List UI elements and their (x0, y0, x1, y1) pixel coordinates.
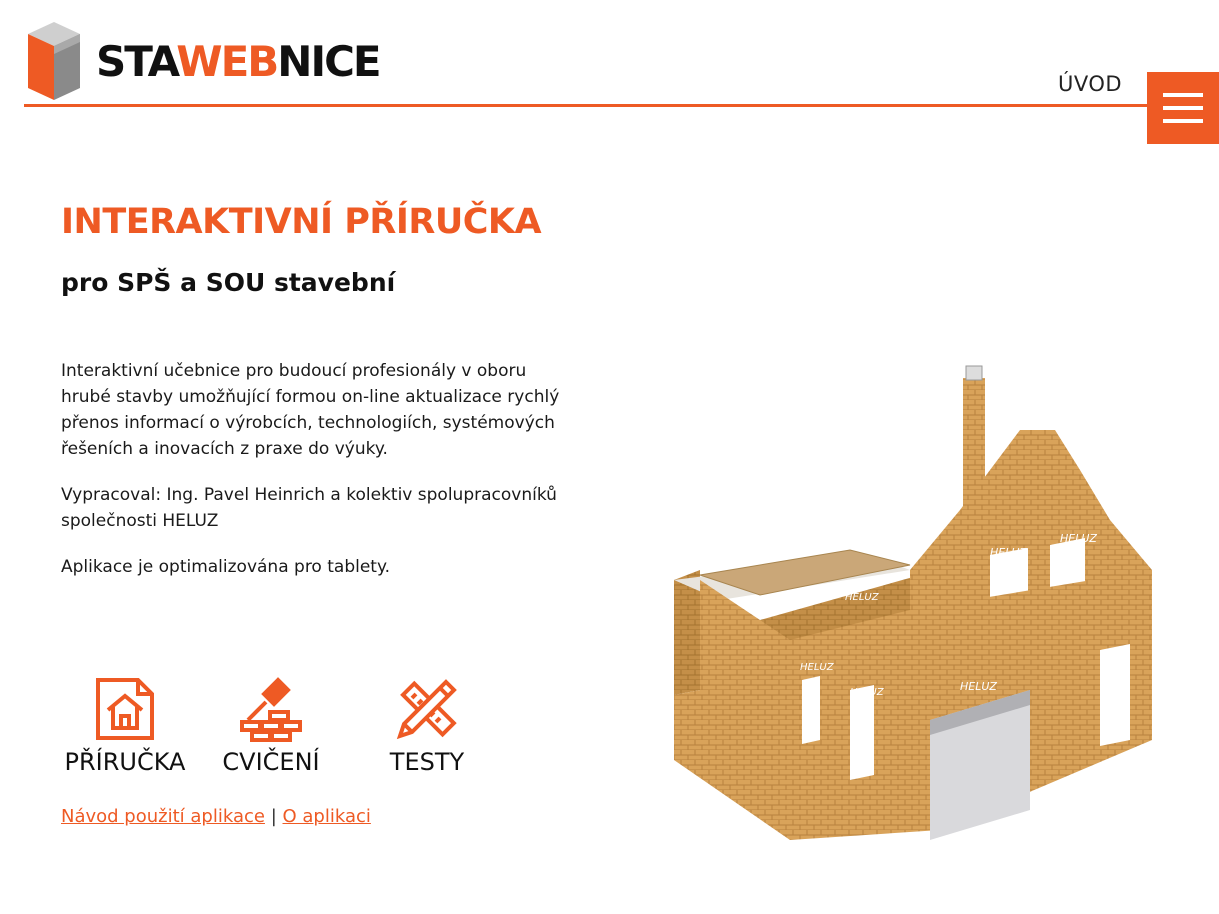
nav-item-prirucka[interactable] (61, 676, 189, 776)
header-divider (24, 104, 1148, 107)
page-subtitle: pro SPŠ a SOU stavební (61, 268, 396, 297)
pencil-ruler-icon (394, 676, 460, 742)
trowel-bricks-icon (238, 676, 304, 742)
nav-item-testy[interactable] (383, 676, 471, 776)
brand-label: HELUZ (845, 592, 879, 603)
guide-link[interactable]: Návod použití aplikace (61, 806, 265, 827)
logo-wordmark (96, 36, 380, 88)
brand-label: HELUZ (850, 687, 884, 698)
brand-label: HELUZ (960, 680, 997, 693)
about-link[interactable]: O aplikaci (282, 806, 371, 827)
logo-part-nice: NICE (277, 37, 380, 86)
header (0, 0, 1219, 150)
description (61, 358, 581, 600)
brand-label: HELUZ (990, 546, 1027, 559)
hamburger-icon (1163, 119, 1203, 123)
nav-link-uvod[interactable]: ÚVOD (1058, 72, 1123, 96)
credits-paragraph: Vypracoval: Ing. Pavel Heinrich a kolektiv spolupracovníků společnosti HELUZ (61, 485, 557, 531)
brand-label: HELUZ (800, 662, 834, 673)
nav-label: PŘÍRUČKA (64, 748, 186, 776)
hamburger-icon (1163, 93, 1203, 97)
main-navigation (61, 676, 481, 786)
link-separator: | (270, 806, 277, 827)
logo-part-web: WEB (176, 37, 278, 86)
logo[interactable] (24, 20, 424, 104)
menu-button[interactable] (1147, 72, 1219, 144)
hamburger-icon (1163, 106, 1203, 110)
house-illustration (660, 360, 1160, 860)
nav-item-cviceni[interactable] (217, 676, 325, 776)
page-title: INTERAKTIVNÍ PŘÍRUČKA (61, 202, 542, 242)
footer-links (61, 806, 371, 827)
description-paragraph: Interaktivní učebnice pro budoucí profesionály v oboru hrubé stavby umožňující formou on-line aktualizace rychlý přenos informací o výrobcích, technologiích, systémových řešeních a inovacích z praxe do výuky. (61, 361, 560, 459)
logo-part-sta: STA (96, 37, 177, 86)
brand-label: HELUZ (1060, 532, 1097, 545)
nav-label: TESTY (389, 748, 465, 776)
optimization-note: Aplikace je optimalizována pro tablety. (61, 557, 391, 577)
house-plan-icon (92, 676, 158, 742)
logo-cube-icon (24, 20, 84, 104)
nav-label: CVIČENÍ (222, 748, 320, 776)
